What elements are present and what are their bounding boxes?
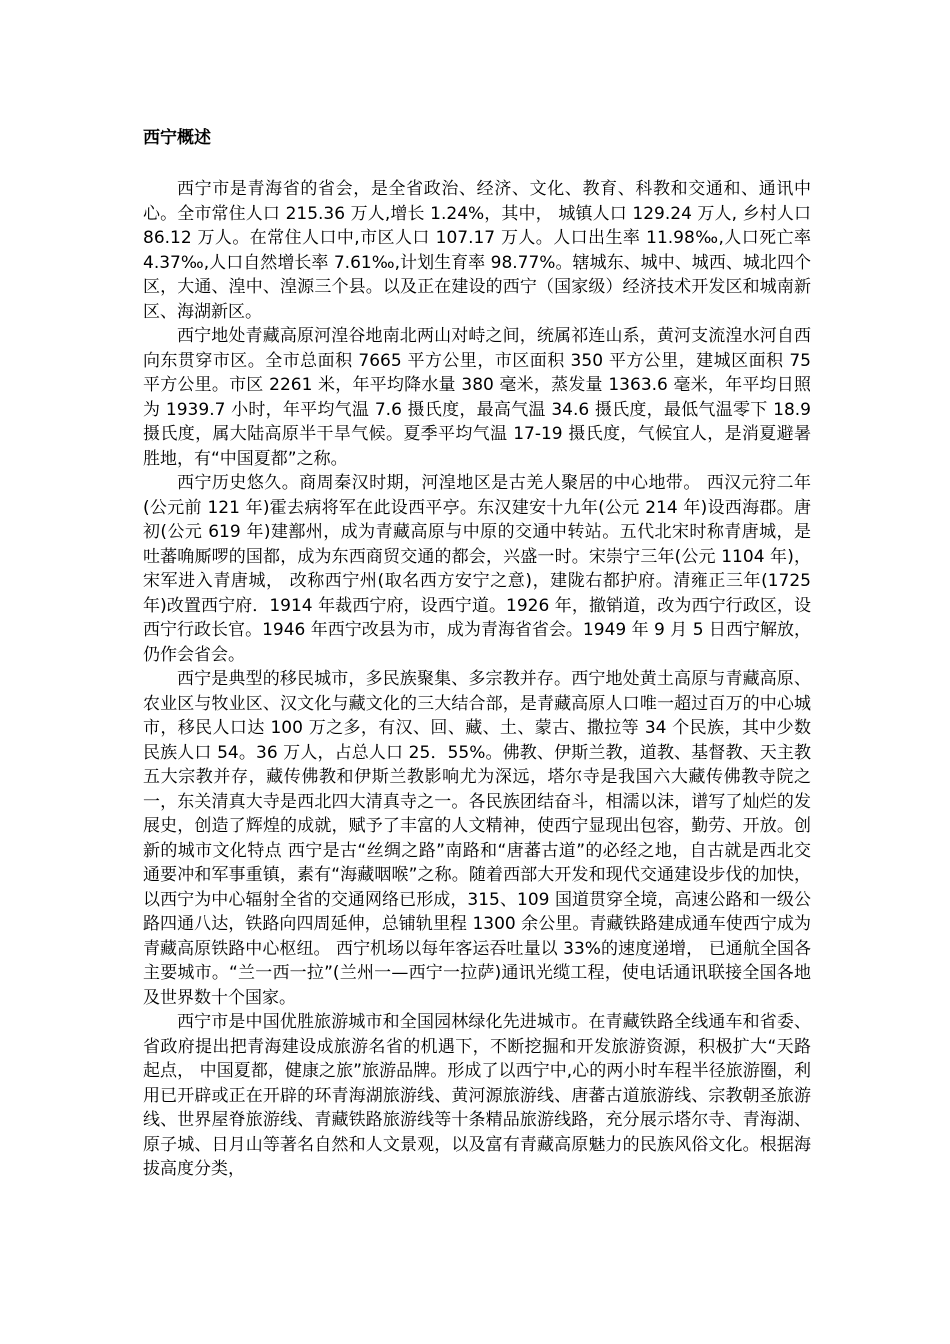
document-title: 西宁概述 <box>143 128 211 148</box>
paragraph-overview: 西宁市是青海省的省会，是全省政治、经济、文化、教育、科教和交通和、通讯中心。全市常住人口 215.36 万人,增长 1.24%，其中， 城镇人口 129.24 万人, 乡村人口 86.12 万人。在常住人口中,市区人口 107.17 万人。人口出生率 11.98‰,人口死亡率 4.37‰,人口自然增长率 7.61‰,计划生育率 98.77%。辖城东、城中、城西、城北四个区，大通、湟中、湟源三个县。以及正在建设的西宁（国家级）经济技术开发区和城南新区、海湖新区。 <box>143 179 811 322</box>
document-body <box>143 177 811 1182</box>
paragraph-geography: 西宁地处青藏高原河湟谷地南北两山对峙之间，统属祁连山系，黄河支流湟水河自西向东贯穿市区。全市总面积 7665 平方公里，市区面积 350 平方公里，建城区面积 75 平方公里。市区 2261 米，年平均降水量 380 毫米，蒸发量 1363.6 毫米，年平均日照为 1939.7 小时，年平均气温 7.6 摄氏度，最高气温 34.6 摄氏度，最低气温零下 18.9 摄氏度，属大陆高原半干旱气候。夏季平均气温 17-19 摄氏度，气候宜人，是消夏避暑胜地，有“中国夏都”之称。 <box>143 326 811 469</box>
paragraph-history: 西宁历史悠久。商周秦汉时期，河湟地区是古羌人聚居的中心地带。 西汉元狩二年(公元前 121 年)霍去病将军在此设西平亭。东汉建安十九年(公元 214 年)设西海郡。唐初(公元 619 年)建鄯州，成为青藏高原与中原的交通中转站。五代北宋时称青唐城，是吐蕃唃厮啰的国都，成为东西商贸交通的都会，兴盛一时。宋崇宁三年(公元 1104 年)，宋军进入青唐城， 改称西宁州(取名西方安宁之意)，建陇右都护府。清雍正三年(1725 年)改置西宁府．1914 年裁西宁府，设西宁道。1926 年，撤销道，改为西宁行政区，设西宁行政长官。1946 年西宁改县为市，成为青海省省会。1949 年 9 月 5 日西宁解放，仍作会省会。 <box>143 473 811 665</box>
paragraph-tourism: 西宁市是中国优胜旅游城市和全国园林绿化先进城市。在青藏铁路全线通车和省委、省政府提出把青海建设成旅游名省的机遇下，不断挖掘和开发旅游资源，积极扩大“天路起点， 中国夏都，健康之旅”旅游品牌。形成了以西宁中,心的两小时车程半径旅游圈，利用已开辟或正在开辟的环青海湖旅游线、黄河源旅游线、唐蕃古道旅游线、宗教朝圣旅游线、世界屋脊旅游线、青藏铁路旅游线等十条精品旅游线路，充分展示塔尔寺、青海湖、原子城、日月山等著名自然和人文景观，以及富有青藏高原魅力的民族风俗文化。根据海拔高度分类， <box>143 1012 811 1179</box>
paragraph-culture-transport: 西宁是典型的移民城市，多民族聚集、多宗教并存。西宁地处黄土高原与青藏高原、农业区与牧业区、汉文化与藏文化的三大结合部，是青藏高原人口唯一超过百万的中心城市，移民人口达 100 万之多，有汉、回、藏、土、蒙古、撒拉等 34 个民族，其中少数民族人口 54。36 万人，占总人口 25．55%。佛教、伊斯兰教，道教、基督教、天主教五大宗教并存，藏传佛教和伊斯兰教影响尤为深远，塔尔寺是我国六大藏传佛教寺院之一，东关清真大寺是西北四大清真寺之一。各民族团结奋斗，相濡以沫，谱写了灿烂的发展史，创造了辉煌的成就，赋予了丰富的人文精神，使西宁显现出包容，勤劳、开放。创新的城市文化特点 西宁是古“丝绸之路”南路和“唐蕃古道”的必经之地，自古就是西北交通要冲和军事重镇，素有“海藏咽喉”之称。随着西部大开发和现代交通建设步伐的加快， 以西宁为中心辐射全省的交通网络已形成，315、109 国道贯穿全境，高速公路和一级公路四通八达，铁路向四周延伸，总铺轨里程 1300 余公里。青藏铁路建成通车使西宁成为青藏高原铁路中心枢纽。 西宁机场以每年客运吞吐量以 33%的速度递增， 已通航全国各主要城市。“兰一西一拉”(兰州一—西宁一拉萨)通讯光缆工程，使电话通讯联接全国各地及世界数十个国家。 <box>143 669 811 1008</box>
